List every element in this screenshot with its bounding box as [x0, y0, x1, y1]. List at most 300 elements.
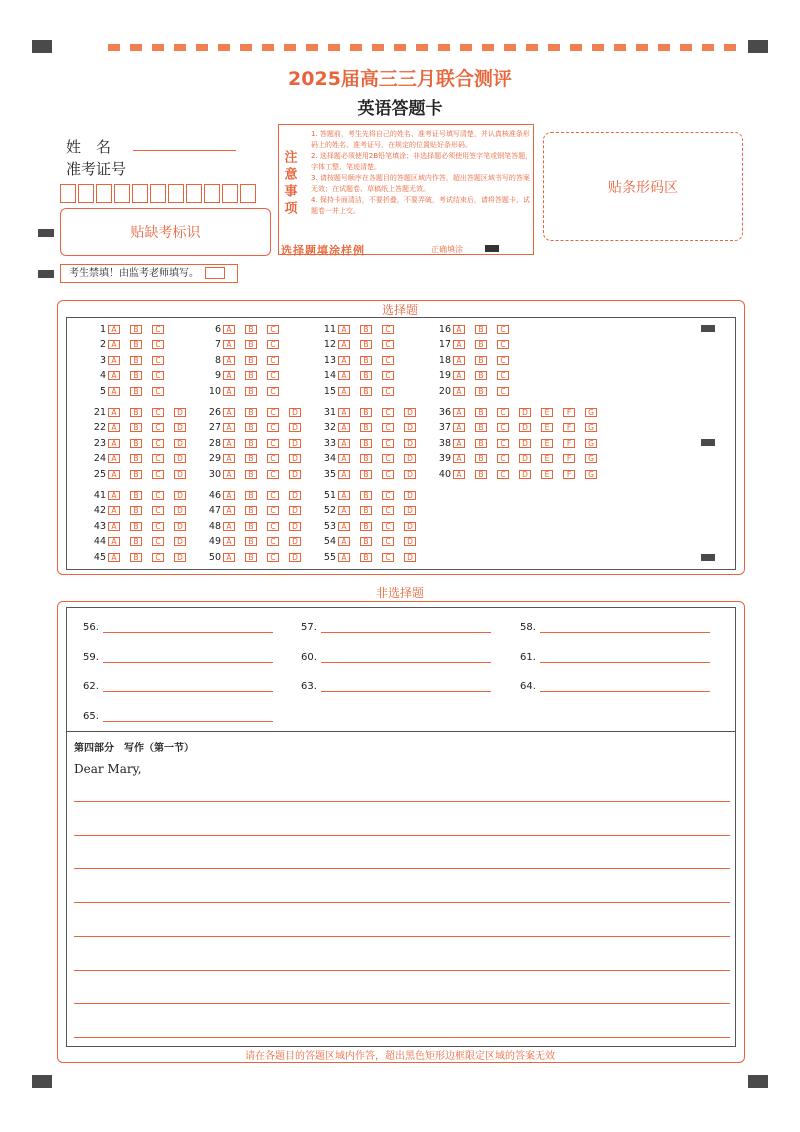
option-C[interactable]: C [267, 439, 279, 448]
option-D[interactable]: D [174, 439, 186, 448]
option-D[interactable]: D [404, 408, 416, 417]
option-C[interactable]: C [382, 537, 394, 546]
option-A[interactable]: A [223, 423, 235, 432]
option-B[interactable]: B [130, 553, 142, 562]
option-A[interactable]: A [338, 491, 350, 500]
option-B[interactable]: B [360, 470, 372, 479]
option-B[interactable]: B [245, 387, 257, 396]
option-B[interactable]: B [360, 423, 372, 432]
option-A[interactable]: A [108, 356, 120, 365]
option-B[interactable]: B [130, 387, 142, 396]
option-B[interactable]: B [475, 371, 487, 380]
option-D[interactable]: D [404, 522, 416, 531]
blank-number: 58. [520, 622, 536, 633]
option-A[interactable]: A [223, 371, 235, 380]
option-C[interactable]: C [382, 491, 394, 500]
option-C[interactable]: C [382, 439, 394, 448]
option-B[interactable]: B [130, 522, 142, 531]
teacher-note-text: 考生禁填！由监考老师填写。 [69, 268, 199, 279]
blank-61[interactable] [520, 652, 536, 663]
option-A[interactable]: A [108, 408, 120, 417]
option-D[interactable]: D [289, 408, 301, 417]
option-A[interactable]: A [338, 537, 350, 546]
option-C[interactable]: C [382, 340, 394, 349]
question-13 [322, 354, 404, 366]
question-number: 53 [323, 520, 336, 532]
option-B[interactable]: B [245, 537, 257, 546]
option-C[interactable]: C [152, 522, 164, 531]
option-A[interactable]: A [108, 537, 120, 546]
question-14 [322, 370, 404, 382]
option-A[interactable]: A [338, 371, 350, 380]
option-A[interactable]: A [108, 387, 120, 396]
option-A[interactable]: A [108, 506, 120, 515]
option-C[interactable]: C [267, 340, 279, 349]
option-G[interactable]: G [585, 454, 597, 463]
question-54 [322, 536, 426, 548]
blank-64[interactable] [520, 681, 536, 692]
registration-mark-bottom-right [748, 1075, 768, 1088]
option-F[interactable]: F [563, 439, 575, 448]
option-A[interactable]: A [338, 423, 350, 432]
option-C[interactable]: C [267, 371, 279, 380]
option-D[interactable]: D [174, 537, 186, 546]
option-B[interactable]: B [360, 537, 372, 546]
option-A[interactable]: A [453, 340, 465, 349]
option-B[interactable]: B [130, 423, 142, 432]
option-C[interactable]: C [497, 340, 509, 349]
question-41 [92, 489, 196, 501]
question-20 [437, 385, 519, 397]
option-B[interactable]: B [245, 454, 257, 463]
option-B[interactable]: B [130, 470, 142, 479]
option-B[interactable]: B [245, 491, 257, 500]
blank-57[interactable] [301, 622, 317, 633]
option-A[interactable]: A [223, 522, 235, 531]
option-B[interactable]: B [475, 423, 487, 432]
blank-number: 64. [520, 681, 536, 692]
option-A[interactable]: A [453, 325, 465, 334]
option-C[interactable]: C [152, 371, 164, 380]
option-B[interactable]: B [360, 340, 372, 349]
option-C[interactable]: C [382, 423, 394, 432]
option-A[interactable]: A [453, 356, 465, 365]
option-C[interactable]: C [152, 553, 164, 562]
blank-number: 62. [83, 681, 99, 692]
option-B[interactable]: B [245, 408, 257, 417]
option-B[interactable]: B [360, 553, 372, 562]
option-A[interactable]: A [108, 491, 120, 500]
question-22 [92, 422, 196, 434]
option-B[interactable]: B [130, 537, 142, 546]
question-number: 43 [93, 520, 106, 532]
option-C[interactable]: C [382, 522, 394, 531]
option-C[interactable]: C [382, 356, 394, 365]
blank-number: 65. [83, 710, 99, 722]
option-C[interactable]: C [152, 439, 164, 448]
name-field[interactable] [133, 150, 236, 151]
writing-line[interactable] [74, 1003, 730, 1004]
option-B[interactable]: B [130, 491, 142, 500]
option-B[interactable]: B [360, 371, 372, 380]
option-C[interactable]: C [382, 470, 394, 479]
option-C[interactable]: C [152, 423, 164, 432]
option-B[interactable]: B [245, 470, 257, 479]
blank-line[interactable] [321, 632, 491, 633]
option-A[interactable]: A [338, 340, 350, 349]
question-47 [207, 505, 311, 517]
option-A[interactable]: A [453, 408, 465, 417]
option-B[interactable]: B [360, 408, 372, 417]
option-A[interactable]: A [108, 439, 120, 448]
question-18 [437, 354, 519, 366]
question-number: 33 [323, 437, 336, 449]
option-A[interactable]: A [223, 340, 235, 349]
writing-line[interactable] [74, 835, 730, 836]
option-C[interactable]: C [152, 340, 164, 349]
option-A[interactable]: A [223, 387, 235, 396]
question-9 [207, 370, 289, 382]
option-C[interactable]: C [382, 506, 394, 515]
option-A[interactable]: A [338, 506, 350, 515]
option-B[interactable]: B [360, 506, 372, 515]
option-A[interactable]: A [108, 454, 120, 463]
teacher-fill-box[interactable] [205, 267, 225, 279]
blank-65[interactable] [83, 711, 99, 722]
option-C[interactable]: C [267, 522, 279, 531]
option-A[interactable]: A [108, 522, 120, 531]
option-B[interactable]: B [130, 371, 142, 380]
option-B[interactable]: B [245, 356, 257, 365]
option-E[interactable]: E [541, 439, 553, 448]
blank-63[interactable] [301, 681, 317, 692]
option-C[interactable]: C [267, 553, 279, 562]
option-A[interactable]: A [338, 356, 350, 365]
question-number: 32 [323, 422, 336, 433]
writing-line[interactable] [74, 970, 730, 971]
option-C[interactable]: C [267, 325, 279, 334]
blank-59[interactable] [83, 652, 99, 663]
option-C[interactable]: C [497, 408, 509, 417]
option-D[interactable]: D [289, 537, 301, 546]
blank-line[interactable] [103, 632, 273, 633]
question-55 [322, 551, 426, 563]
option-D[interactable]: D [519, 423, 531, 432]
question-3 [92, 354, 174, 366]
option-A[interactable]: A [223, 491, 235, 500]
option-D[interactable]: D [174, 491, 186, 500]
option-B[interactable]: B [360, 387, 372, 396]
option-C[interactable]: C [267, 356, 279, 365]
option-C[interactable]: C [382, 371, 394, 380]
option-G[interactable]: G [585, 470, 597, 479]
option-A[interactable]: A [223, 553, 235, 562]
option-D[interactable]: D [289, 439, 301, 448]
blank-number: 61. [520, 651, 536, 663]
option-C[interactable]: C [382, 553, 394, 562]
option-G[interactable]: G [585, 423, 597, 432]
option-D[interactable]: D [289, 491, 301, 500]
question-number: 52 [323, 505, 336, 516]
question-number: 50 [208, 551, 221, 563]
option-B[interactable]: B [245, 423, 257, 432]
question-number: 39 [438, 453, 451, 464]
question-number: 42 [93, 505, 106, 516]
absence-mark-area [60, 208, 271, 256]
option-A[interactable]: A [108, 553, 120, 562]
option-B[interactable]: B [245, 553, 257, 562]
option-D[interactable]: D [519, 439, 531, 448]
option-C[interactable]: C [152, 408, 164, 417]
option-B[interactable]: B [130, 340, 142, 349]
question-16 [437, 323, 519, 335]
blank-line[interactable] [103, 691, 273, 692]
option-A[interactable]: A [453, 387, 465, 396]
option-B[interactable]: B [130, 506, 142, 515]
option-B[interactable]: B [245, 340, 257, 349]
option-C[interactable]: C [152, 470, 164, 479]
option-D[interactable]: D [174, 470, 186, 479]
option-C[interactable]: C [497, 470, 509, 479]
option-D[interactable]: D [174, 408, 186, 417]
option-C[interactable]: C [152, 387, 164, 396]
option-D[interactable]: D [404, 491, 416, 500]
blank-60[interactable] [301, 652, 317, 663]
option-C[interactable]: C [152, 356, 164, 365]
option-B[interactable]: B [360, 356, 372, 365]
option-C[interactable]: C [267, 537, 279, 546]
option-C[interactable]: C [267, 470, 279, 479]
timing-mark [38, 229, 54, 237]
option-F[interactable]: F [563, 470, 575, 479]
option-D[interactable]: D [174, 553, 186, 562]
option-D[interactable]: D [404, 537, 416, 546]
option-D[interactable]: D [289, 470, 301, 479]
blank-line[interactable] [540, 632, 710, 633]
question-35 [322, 468, 426, 480]
question-37 [437, 422, 607, 434]
option-C[interactable]: C [382, 387, 394, 396]
blank-56[interactable] [83, 622, 99, 633]
option-A[interactable]: A [453, 371, 465, 380]
option-A[interactable]: A [338, 522, 350, 531]
option-B[interactable]: B [130, 325, 142, 334]
option-B[interactable]: B [245, 522, 257, 531]
question-number: 41 [93, 489, 106, 501]
option-D[interactable]: D [519, 470, 531, 479]
option-B[interactable]: B [130, 439, 142, 448]
option-C[interactable]: C [497, 356, 509, 365]
option-A[interactable]: A [338, 325, 350, 334]
option-F[interactable]: F [563, 408, 575, 417]
option-A[interactable]: A [338, 408, 350, 417]
option-D[interactable]: D [289, 454, 301, 463]
option-C[interactable]: C [267, 387, 279, 396]
option-D[interactable]: D [289, 506, 301, 515]
option-C[interactable]: C [152, 537, 164, 546]
option-B[interactable]: B [130, 356, 142, 365]
option-B[interactable]: B [475, 340, 487, 349]
option-A[interactable]: A [223, 454, 235, 463]
option-B[interactable]: B [130, 454, 142, 463]
blank-line[interactable] [103, 721, 273, 722]
blank-62[interactable] [83, 681, 99, 692]
option-B[interactable]: B [475, 454, 487, 463]
question-number: 23 [93, 437, 106, 449]
option-B[interactable]: B [360, 439, 372, 448]
option-F[interactable]: F [563, 454, 575, 463]
option-A[interactable]: A [338, 454, 350, 463]
option-C[interactable]: C [267, 506, 279, 515]
notice-list [299, 129, 537, 217]
option-C[interactable]: C [497, 371, 509, 380]
option-A[interactable]: A [453, 423, 465, 432]
option-A[interactable]: A [108, 325, 120, 334]
blank-58[interactable] [520, 622, 536, 633]
option-A[interactable]: A [223, 439, 235, 448]
option-A[interactable]: A [108, 371, 120, 380]
option-D[interactable]: D [404, 454, 416, 463]
option-D[interactable]: D [404, 439, 416, 448]
blank-line[interactable] [540, 662, 710, 663]
option-D[interactable]: D [289, 522, 301, 531]
question-number: 22 [93, 422, 106, 433]
option-G[interactable]: G [585, 439, 597, 448]
card-title: 英语答题卡 [357, 99, 443, 119]
fill-sample-label: 选择题填涂样例 [281, 244, 365, 257]
option-D[interactable]: D [404, 553, 416, 562]
blank-line[interactable] [321, 662, 491, 663]
option-A[interactable]: A [223, 506, 235, 515]
question-number: 27 [208, 422, 221, 433]
option-A[interactable]: A [223, 356, 235, 365]
option-C[interactable]: C [497, 387, 509, 396]
option-A[interactable]: A [108, 340, 120, 349]
option-E[interactable]: E [541, 454, 553, 463]
question-number: 49 [208, 536, 221, 547]
option-A[interactable]: A [108, 470, 120, 479]
blank-line[interactable] [103, 662, 273, 663]
option-C[interactable]: C [267, 408, 279, 417]
question-52 [322, 505, 426, 517]
writing-line[interactable] [74, 936, 730, 937]
option-D[interactable]: D [404, 470, 416, 479]
option-A[interactable]: A [223, 537, 235, 546]
id-number-boxes[interactable] [60, 184, 256, 203]
question-number: 48 [208, 520, 221, 532]
question-number: 21 [93, 406, 106, 418]
option-D[interactable]: D [519, 454, 531, 463]
option-C[interactable]: C [267, 423, 279, 432]
option-A[interactable]: A [453, 470, 465, 479]
option-B[interactable]: B [475, 439, 487, 448]
option-C[interactable]: C [152, 491, 164, 500]
option-A[interactable]: A [453, 454, 465, 463]
option-A[interactable]: A [338, 387, 350, 396]
question-53 [322, 520, 426, 532]
option-C[interactable]: C [152, 325, 164, 334]
option-G[interactable]: G [585, 408, 597, 417]
option-C[interactable]: C [152, 506, 164, 515]
question-number: 54 [323, 536, 336, 547]
question-number: 45 [93, 551, 106, 563]
option-B[interactable]: B [360, 454, 372, 463]
option-B[interactable]: B [360, 522, 372, 531]
registration-mark-top-left [32, 40, 52, 53]
option-B[interactable]: B [475, 325, 487, 334]
option-B[interactable]: B [130, 408, 142, 417]
question-17 [437, 339, 519, 351]
option-B[interactable]: B [245, 371, 257, 380]
question-number: 3 [99, 354, 106, 366]
option-C[interactable]: C [382, 454, 394, 463]
option-C[interactable]: C [497, 439, 509, 448]
option-B[interactable]: B [245, 325, 257, 334]
option-D[interactable]: D [519, 408, 531, 417]
option-B[interactable]: B [245, 506, 257, 515]
option-B[interactable]: B [360, 325, 372, 334]
option-A[interactable]: A [338, 439, 350, 448]
question-number: 16 [438, 323, 451, 335]
option-C[interactable]: C [497, 454, 509, 463]
question-number: 14 [323, 370, 336, 381]
option-B[interactable]: B [360, 491, 372, 500]
option-D[interactable]: D [174, 506, 186, 515]
option-D[interactable]: D [404, 423, 416, 432]
option-C[interactable]: C [267, 491, 279, 500]
option-A[interactable]: A [223, 325, 235, 334]
option-C[interactable]: C [382, 325, 394, 334]
option-F[interactable]: F [563, 423, 575, 432]
option-C[interactable]: C [497, 325, 509, 334]
option-C[interactable]: C [267, 454, 279, 463]
option-A[interactable]: A [223, 470, 235, 479]
writing-line[interactable] [74, 1037, 730, 1038]
option-A[interactable]: A [338, 553, 350, 562]
timing-mark [701, 439, 715, 446]
timing-track [108, 44, 746, 51]
option-B[interactable]: B [245, 439, 257, 448]
blank-line[interactable] [321, 691, 491, 692]
option-B[interactable]: B [475, 356, 487, 365]
section-divider [66, 731, 736, 732]
option-B[interactable]: B [475, 387, 487, 396]
writing-line[interactable] [74, 868, 730, 869]
option-E[interactable]: E [541, 423, 553, 432]
option-C[interactable]: C [382, 408, 394, 417]
option-E[interactable]: E [541, 408, 553, 417]
option-A[interactable]: A [338, 470, 350, 479]
option-A[interactable]: A [453, 439, 465, 448]
option-D[interactable]: D [174, 454, 186, 463]
option-D[interactable]: D [174, 522, 186, 531]
option-C[interactable]: C [497, 423, 509, 432]
option-D[interactable]: D [404, 506, 416, 515]
option-D[interactable]: D [289, 553, 301, 562]
option-B[interactable]: B [475, 408, 487, 417]
option-D[interactable]: D [174, 423, 186, 432]
option-A[interactable]: A [223, 408, 235, 417]
option-A[interactable]: A [108, 423, 120, 432]
question-27 [207, 422, 311, 434]
writing-line[interactable] [74, 801, 730, 802]
blank-line[interactable] [540, 691, 710, 692]
option-C[interactable]: C [152, 454, 164, 463]
option-B[interactable]: B [475, 470, 487, 479]
writing-line[interactable] [74, 902, 730, 903]
option-D[interactable]: D [289, 423, 301, 432]
option-E[interactable]: E [541, 470, 553, 479]
